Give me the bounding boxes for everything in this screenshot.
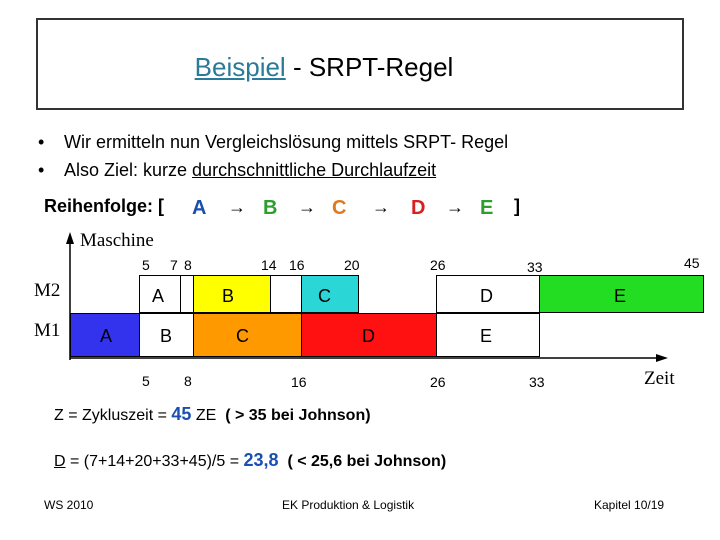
machine-label-m1: M1 — [34, 320, 61, 341]
x-axis-label: Zeit — [644, 368, 675, 389]
top-tick: 8 — [184, 257, 192, 273]
cycle-time-value: 45 — [171, 404, 192, 424]
m2-idle-14-16 — [270, 275, 302, 313]
cycle-time-prefix: Z = Zykluszeit = — [54, 407, 172, 424]
footer-right: Kapitel 10/19 — [594, 498, 665, 512]
seq-item-d: D — [411, 197, 426, 219]
top-tick: 7 — [170, 257, 178, 273]
cycle-time-unit: ZE — [191, 407, 217, 424]
footer-center: EK Produktion & Logistik — [282, 498, 415, 512]
footer-left: WS 2010 — [44, 498, 94, 512]
bottom-tick: 26 — [430, 374, 446, 390]
top-tick: 20 — [344, 257, 360, 273]
seq-item-e: E — [480, 197, 494, 219]
top-tick: 45 — [684, 255, 700, 271]
m2-idle-7-8 — [180, 275, 194, 313]
m1-job-d-label: D — [362, 326, 375, 346]
bottom-tick: 8 — [184, 373, 192, 389]
bottom-tick: 5 — [142, 373, 150, 389]
bullet-1-text: Wir ermitteln nun Vergleichslösung mittels SRPT- Regel — [64, 132, 509, 152]
sequence-label: Reihenfolge: [ — [44, 196, 164, 216]
m2-job-c-label: C — [318, 286, 331, 306]
m1-job-c-label: C — [236, 326, 249, 346]
y-axis-arrow-icon — [66, 232, 74, 244]
top-tick: 16 — [289, 257, 305, 273]
top-tick: 26 — [430, 257, 446, 273]
seq-arrow: → — [446, 197, 464, 217]
bottom-tick: 33 — [529, 374, 545, 390]
seq-item-a: A — [192, 197, 207, 219]
avg-value: 23,8 — [243, 450, 279, 470]
cycle-time-line — [54, 404, 371, 425]
avg-note: ( < 25,6 bei Johnson) — [287, 453, 447, 470]
title-rest: - SRPT-Regel — [285, 52, 454, 82]
avg-throughput-line — [54, 450, 446, 471]
m2-job-e-label: E — [614, 286, 627, 306]
bullet-2-prefix: Also Ziel: kurze — [64, 160, 193, 180]
bottom-tick: 16 — [291, 374, 307, 390]
m1-job-a-label: A — [100, 326, 113, 346]
top-tick: 14 — [261, 257, 277, 273]
m2-job-d-label: D — [480, 286, 493, 306]
seq-arrow: → — [372, 197, 390, 217]
top-tick: 33 — [527, 259, 543, 275]
bullet-2-underlined: durchschnittliche Durchlaufzeit — [192, 160, 437, 180]
seq-arrow: → — [298, 197, 316, 217]
avg-formula: = (7+14+20+33+45)/5 = — [65, 453, 244, 470]
avg-letter: D — [54, 453, 66, 470]
x-axis-arrow-icon — [656, 354, 668, 362]
seq-item-b: B — [263, 197, 278, 219]
m2-job-a-label: A — [152, 286, 165, 306]
seq-item-c: C — [332, 197, 347, 219]
title-link[interactable]: Beispiel — [194, 52, 286, 82]
cycle-time-note: ( > 35 bei Johnson) — [225, 407, 371, 424]
y-axis-label: Maschine — [80, 230, 154, 251]
bullet-dot: • — [38, 160, 45, 180]
machine-label-m2: M2 — [34, 280, 61, 301]
sequence-close: ] — [514, 196, 520, 216]
m1-job-b-label: B — [160, 326, 173, 346]
bullet-dot: • — [38, 132, 45, 152]
seq-arrow: → — [228, 197, 246, 217]
m2-job-b-label: B — [222, 286, 235, 306]
m1-job-e-label: E — [480, 326, 493, 346]
top-tick: 5 — [142, 257, 150, 273]
